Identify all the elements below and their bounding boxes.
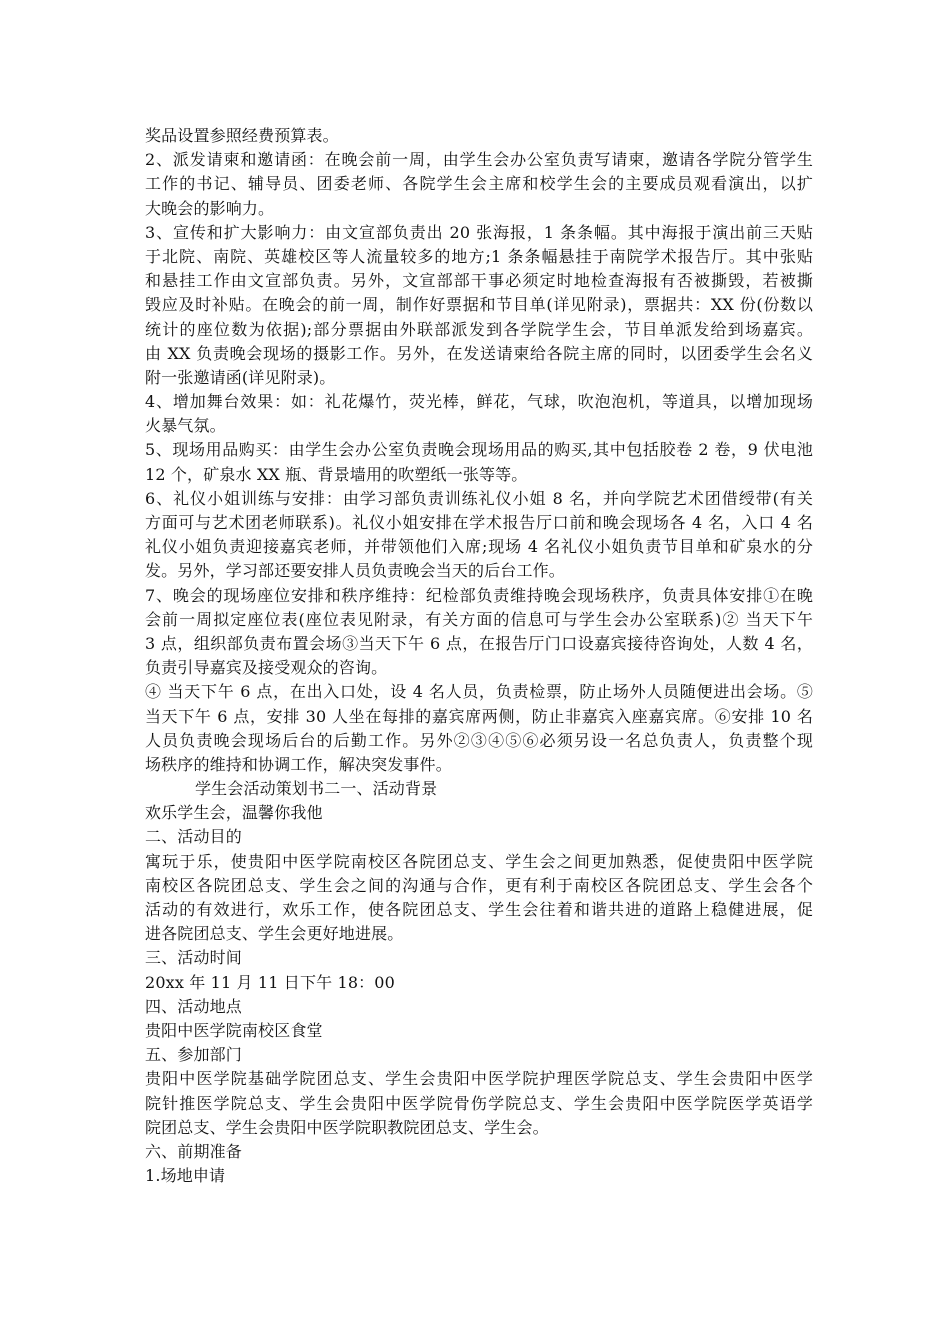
text-line: 6、礼仪小姐训练与安排：由学习部负责训练礼仪小姐 8 名，并向学院艺术团借绶带(有关 [145, 488, 813, 508]
text-line: 方面可与艺术团老师联系)。礼仪小姐安排在学术报告厅口前和晚会现场各 4 名，入口 4 名 [145, 513, 813, 532]
text-line: 5、现场用品购买：由学生会办公室负责晚会现场用品的购买,其中包括胶卷 2 卷，9 伏电池 [145, 440, 813, 460]
text-line: 发。另外，学习部还要安排人员负责晚会当天的后台工作。 [145, 561, 565, 581]
text-line: 人员负责晚会现场后台的后勤工作。另外②③④⑤⑥必须另设一名总负责人，负责整个现 [145, 730, 813, 750]
text-line: 4、增加舞台效果：如：礼花爆竹，荧光棒，鲜花，气球，吹泡泡机，等道具，以增加现场 [145, 392, 813, 412]
text-line: 院团总支、学生会贵阳中医学院职教院团总支、学生会。 [145, 1117, 549, 1137]
text-line: 工作的书记、辅导员、团委老师、各院学生会主席和校学生会的主要成员观看演出，以扩 [145, 174, 813, 194]
text-line: 四、活动地点 [145, 996, 242, 1016]
text-line: 贵阳中医学院南校区食堂 [145, 1020, 323, 1040]
text-line: 火暴气氛。 [145, 416, 226, 436]
text-line: 12 个，矿泉水 XX 瓶、背景墙用的吹塑纸一张等等。 [145, 464, 528, 484]
text-line: 场秩序的维持和协调工作，解决突发事件。 [145, 754, 452, 774]
text-line: 当天下午 6 点，安排 30 人坐在每排的嘉宾席两侧，防止非嘉宾入座嘉宾席。⑥安排 10 名 [145, 706, 813, 726]
text-line: ④ 当天下午 6 点，在出入口处，设 4 名人员，负责检票，防止场外人员随便进出会场。⑤ [145, 682, 813, 702]
text-line: 毁应及时补贴。在晚会的前一周，制作好票据和节目单(详见附录)，票据共：XX 份(份数以 [145, 295, 813, 315]
text-line: 三、活动时间 [145, 948, 242, 968]
document-page [145, 124, 813, 1188]
text-line: 院针推医学院总支、学生会贵阳中医学院骨伤学院总支、学生会贵阳中医学院医学英语学 [145, 1093, 813, 1113]
text-line: 3、宣传和扩大影响力：由文宣部负责出 20 张海报，1 条条幅。其中海报于演出前三天贴 [145, 222, 813, 242]
text-line: 五、参加部门 [145, 1045, 242, 1065]
text-line: 附一张邀请函(详见附录)。 [145, 367, 336, 387]
text-line: 1.场地申请 [145, 1166, 226, 1186]
text-line: 负责引导嘉宾及接受观众的咨询。 [145, 658, 388, 678]
text-line: 大晚会的影响力。 [145, 198, 275, 218]
text-line: 礼仪小姐负责迎接嘉宾老师，并带领他们入席;现场 4 名礼仪小姐负责节目单和矿泉水的分 [145, 537, 813, 557]
text-line: 活动的有效进行，欢乐工作，使各院团总支、学生会往着和谐共进的道路上稳健进展，促 [145, 900, 813, 919]
text-line: 奖品设置参照经费预算表。 [145, 126, 339, 145]
text-line: 20xx 年 11 月 11 日下午 18：00 [145, 972, 395, 992]
text-line: 和悬挂工作由文宣部负责。另外，文宣部部干事必须定时地检查海报有否被撕毁，若被撕 [145, 271, 813, 291]
text-line: 南校区各院团总支、学生会之间的沟通与合作，更有利于南校区各院团总支、学生会各个 [145, 875, 813, 895]
text-line: 欢乐学生会，温馨你我他 [145, 803, 323, 823]
text-line: 统计的座位数为依据);部分票据由外联部派发到各学院学生会，节目单派发给到场嘉宾。 [145, 319, 813, 339]
text-line: 于北院、南院、英雄校区等人流量较多的地方;1 条条幅悬挂于南院学术报告厅。其中张贴 [145, 246, 813, 266]
text-line: 7、晚会的现场座位安排和秩序维持：纪检部负责维持晚会现场秩序，负责具体安排①在晚 [145, 585, 813, 605]
text-line: 进各院团总支、学生会更好地进展。 [145, 924, 404, 944]
text-line: 3 点，组织部负责布置会场③当天下午 6 点，在报告厅门口设嘉宾接待咨询处，人数 4 名， [145, 633, 813, 653]
text-line: 2、派发请柬和邀请函：在晚会前一周，由学生会办公室负责写请柬，邀请各学院分管学生 [145, 150, 813, 170]
text-line: 由 XX 负责晚会现场的摄影工作。另外，在发送请柬给各院主席的同时，以团委学生会名义 [145, 343, 813, 363]
text-line: 会前一周拟定座位表(座位表见附录，有关方面的信息可与学生会办公室联系)② 当天下午 [145, 609, 813, 629]
text-line: 二、活动目的 [145, 827, 242, 847]
text-line: 六、前期准备 [145, 1141, 242, 1161]
text-line: 贵阳中医学院基础学院团总支、学生会贵阳中医学院护理医学院总支、学生会贵阳中医学 [145, 1069, 813, 1089]
text-line: 学生会活动策划书二一、活动背景 [195, 779, 438, 799]
text-line: 寓玩于乐，使贵阳中医学院南校区各院团总支、学生会之间更加熟悉，促使贵阳中医学院 [145, 851, 813, 871]
